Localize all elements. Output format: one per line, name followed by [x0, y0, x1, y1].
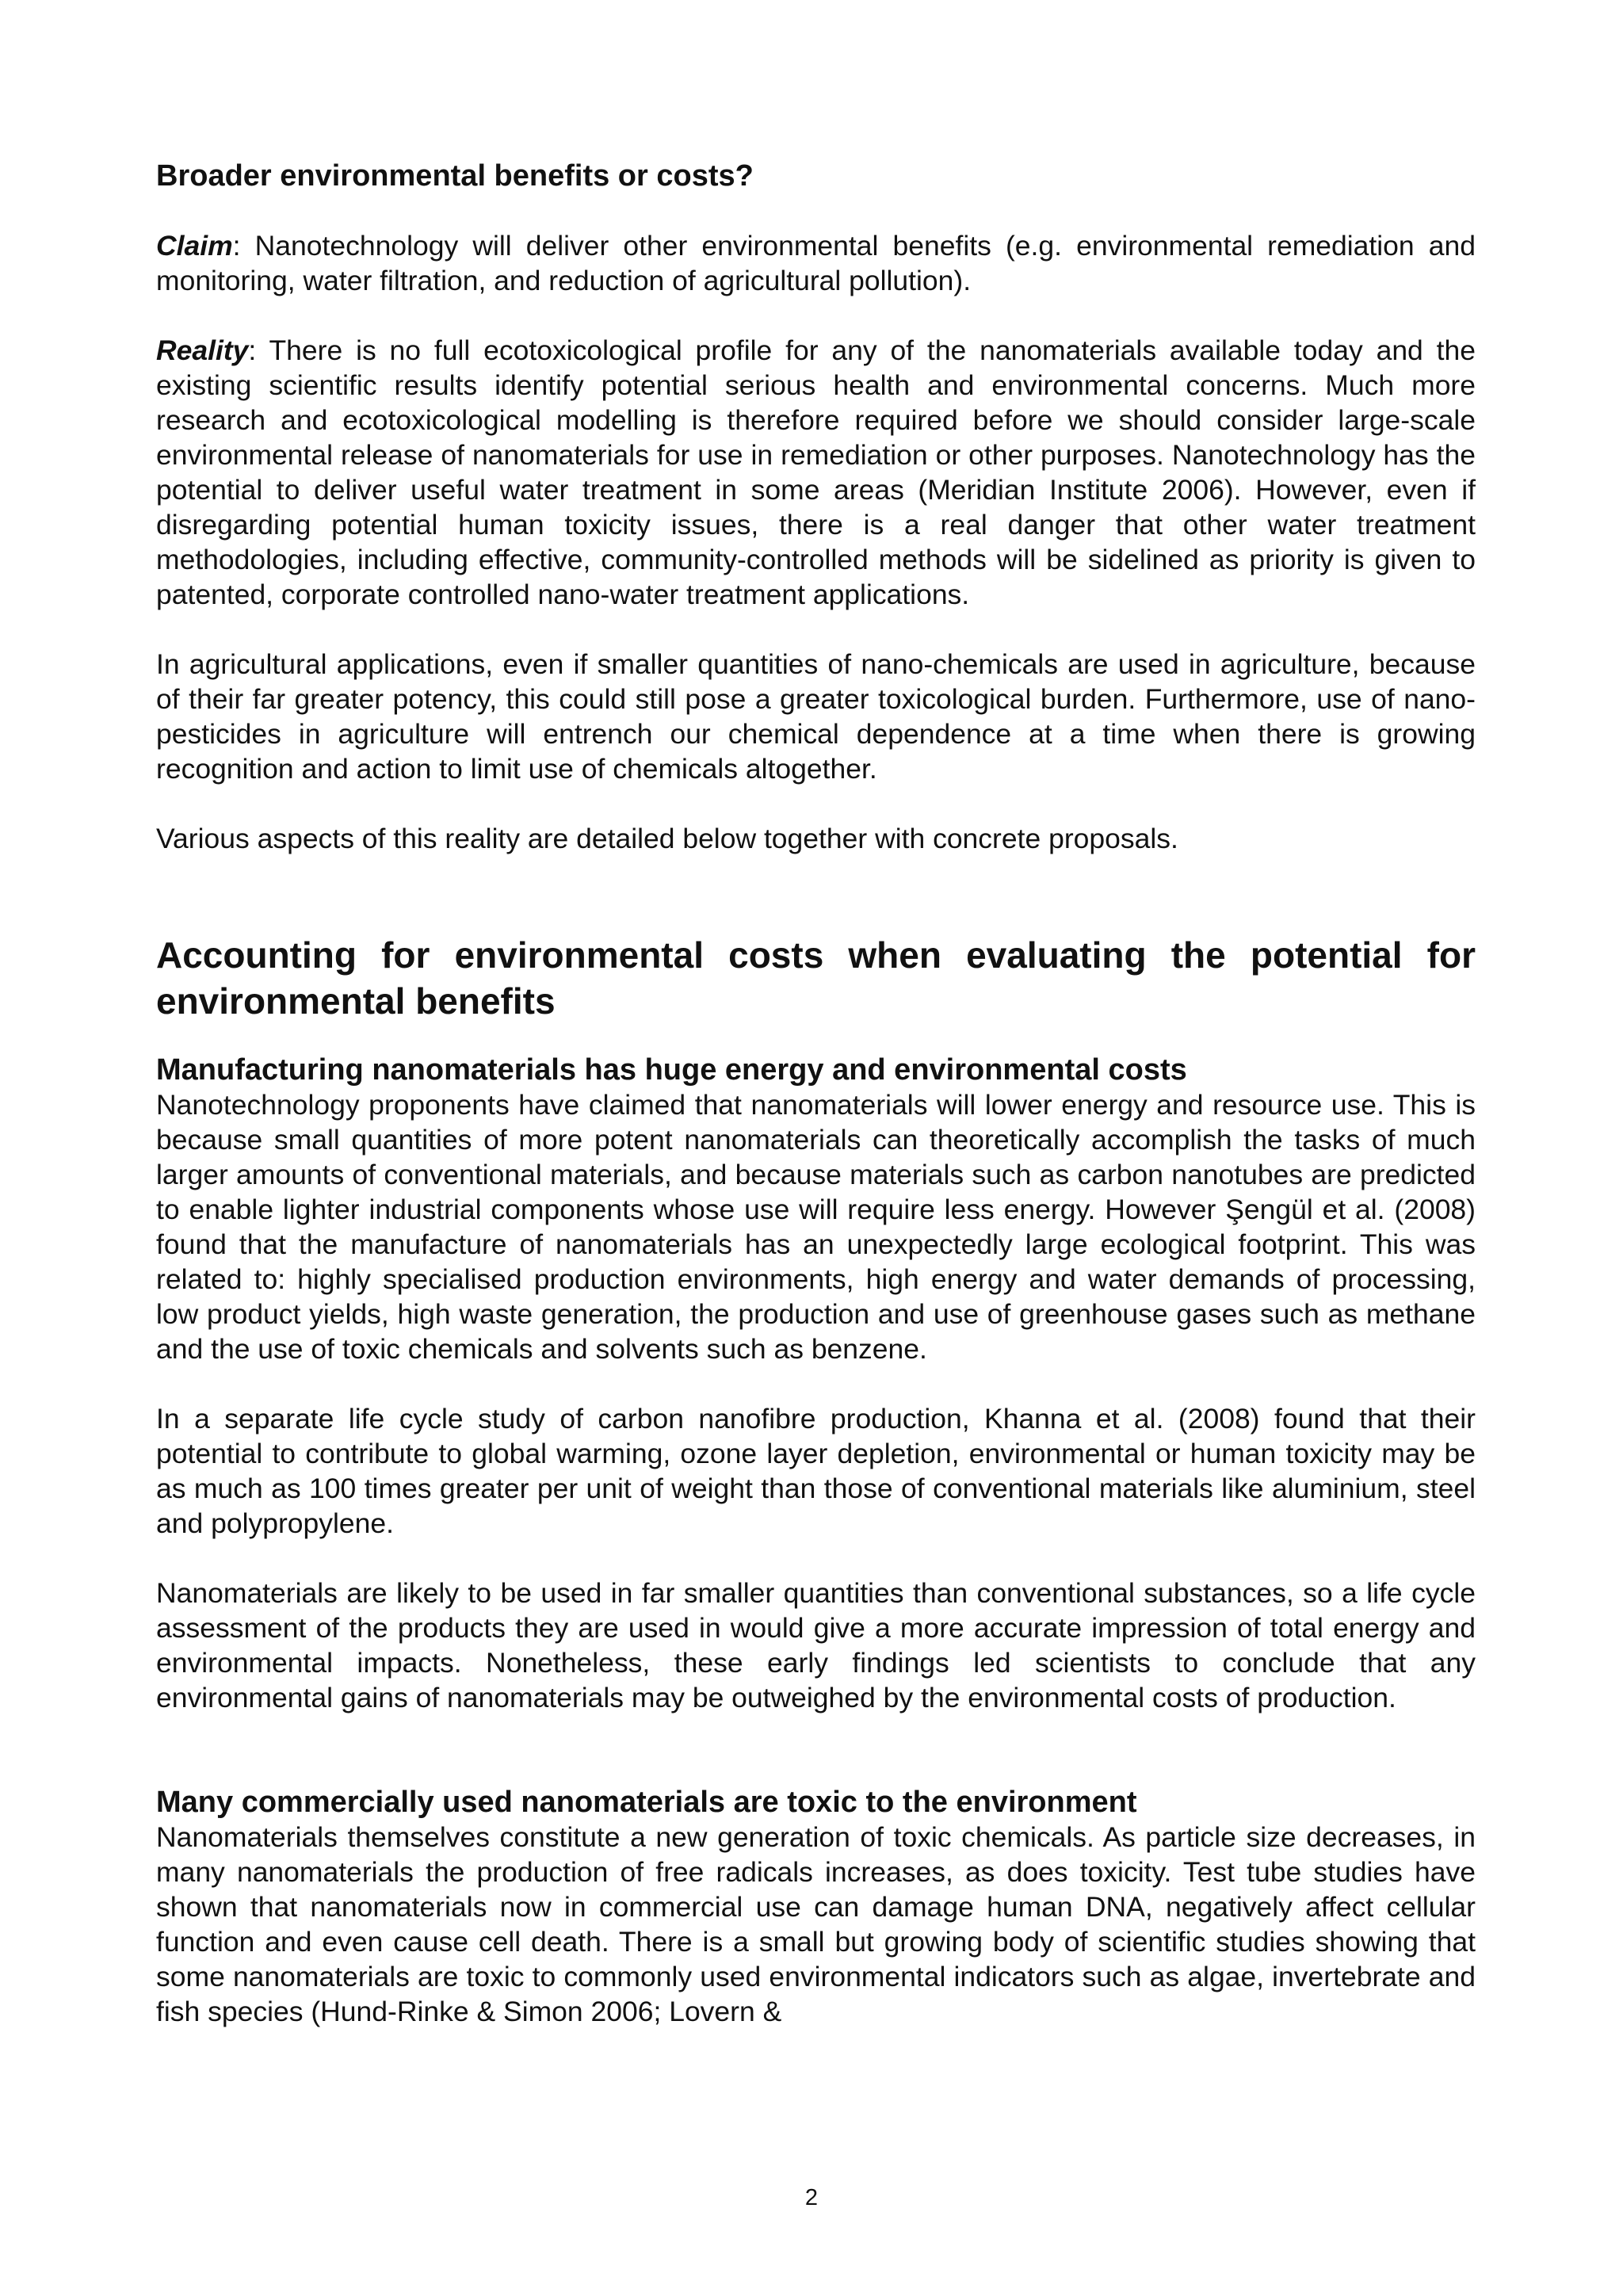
claim-paragraph: [156, 228, 1476, 298]
reality-text: : There is no full ecotoxicological profile for any of the nanomaterials available today and the existing scientific results identify potential serious health and environmental concerns. Much more research and ecotoxicological modelling is therefore required before we should consider large-scale environmental release of nanomaterials for use in remediation or other purposes. Nanotechnology has the potential to deliver useful water treatment in some areas (Meridian Institute 2006). However, even if disregarding potential human toxicity issues, there is a real danger that other water treatment methodologies, including effective, community-controlled methods will be sidelined as priority is given to patented, corporate controlled nano-water treatment applications.: [156, 334, 1476, 610]
section-heading-broader: Broader environmental benefits or costs?: [156, 159, 754, 193]
agriculture-paragraph: In agricultural applications, even if smaller quantities of nano-chemicals are used in agriculture, because of their far greater potency, this could still pose a greater toxicological burden. Furthermore, use of nano-pesticides in agriculture will entrench our chemical dependence at a time when there is growing recognition and action to limit use of chemicals altogether.: [156, 648, 1476, 785]
manufacturing-paragraph-3: Nanomaterials are likely to be used in far smaller quantities than conventional substances, so a life cycle assessment of the products they are used in would give a more accurate impression of total energy and environmental impacts. Nonetheless, these early findings led scientists to conclude that any environmental gains of nanomaterials may be outweighed by the environmental costs of production.: [156, 1577, 1476, 1713]
toxic-paragraph-1: Nanomaterials themselves constitute a new generation of toxic chemicals. As particle size decreases, in many nanomaterials the production of free radicals increases, as does toxicity. Test tube studies have shown that nanomaterials now in commercial use can damage human DNA, negatively affect cellular function and even cause cell death. There is a small but growing body of scientific studies showing that some nanomaterials are toxic to commonly used environmental indicators such as algae, invertebrate and fish species (Hund-Rinke & Simon 2006; Lovern &: [156, 1821, 1476, 2027]
manufacturing-paragraph-1: Nanotechnology proponents have claimed that nanomaterials will lower energy and resource use. This is because small quantities of more potent nanomaterials can theoretically accomplish the tasks of much larger amounts of conventional materials, and because materials such as carbon nanotubes are predicted to enable lighter industrial components whose use will require less energy. However Şengül et al. (2008) found that the manufacture of nanomaterials has an unexpectedly large ecological footprint. This was related to: highly specialised production environments, high energy and water demands of processing, low product yields, high waste generation, the production and use of greenhouse gases such as methane and the use of toxic chemicals and solvents such as benzene.: [156, 1089, 1476, 1365]
subheading-toxic: Many commercially used nanomaterials are toxic to the environment: [156, 1786, 1137, 1819]
subheading-manufacturing: Manufacturing nanomaterials has huge energy and environmental costs: [156, 1053, 1187, 1087]
section-heading-accounting: Accounting for environmental costs when evaluating the potential for environmental benefits: [156, 934, 1476, 1022]
reality-paragraph: [156, 333, 1476, 612]
claim-label: Claim: [156, 230, 233, 262]
reality-label: Reality: [156, 334, 249, 366]
document-page: [156, 159, 1476, 2029]
various-aspects-paragraph: Various aspects of this reality are detailed below together with concrete proposals.: [156, 823, 1178, 854]
manufacturing-paragraph-2: In a separate life cycle study of carbon nanofibre production, Khanna et al. (2008) found that their potential to contribute to global warming, ozone layer depletion, environmental or human toxicity may be as much as 100 times greater per unit of weight than those of conventional materials like aluminium, steel and polypropylene.: [156, 1403, 1476, 1539]
claim-text: : Nanotechnology will deliver other environmental benefits (e.g. environmental remediation and monitoring, water filtration, and reduction of agricultural pollution).: [156, 230, 1476, 296]
page-number: 2: [804, 2185, 819, 2210]
